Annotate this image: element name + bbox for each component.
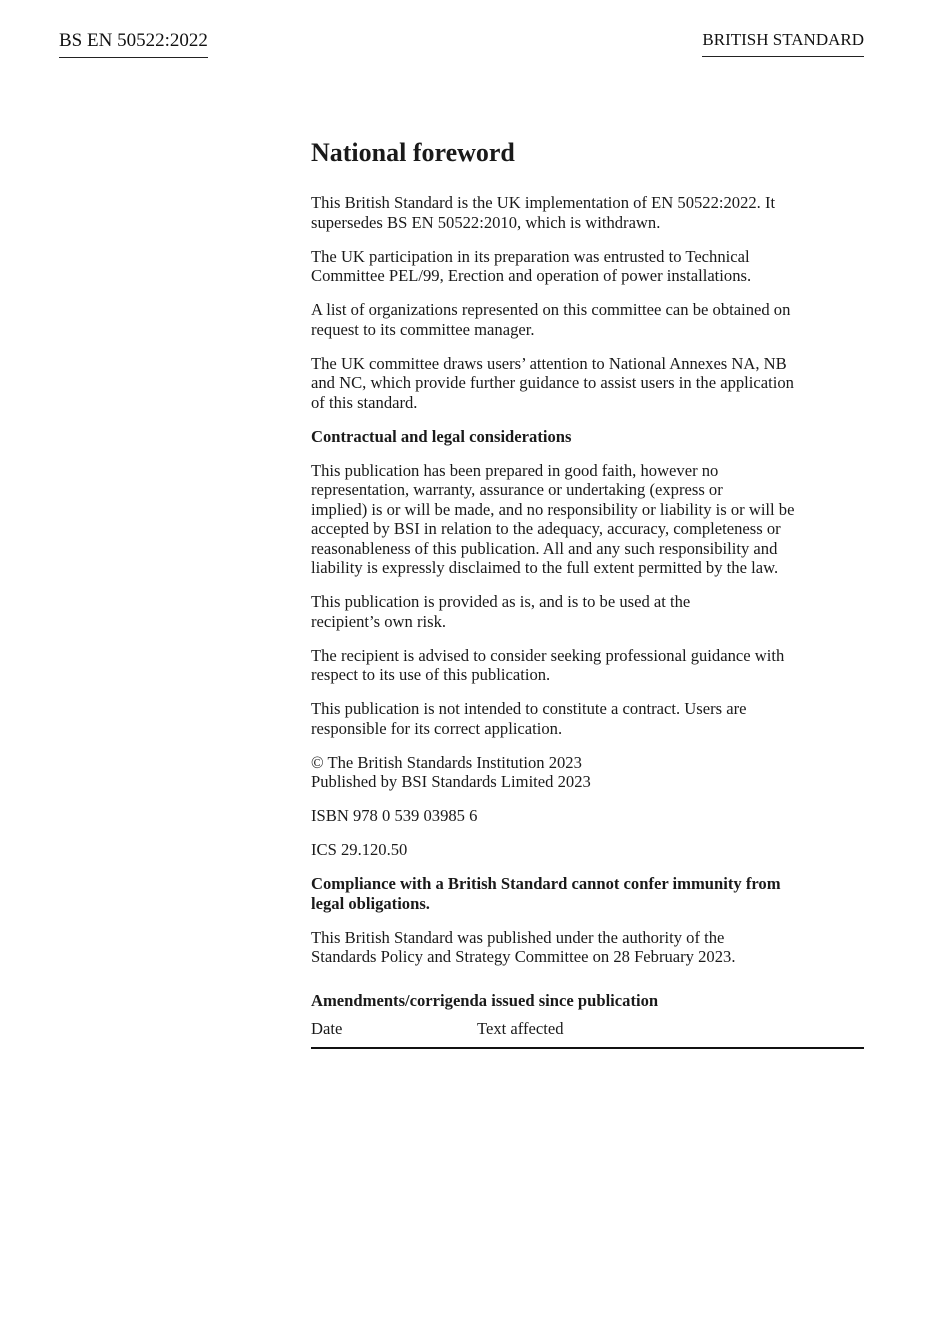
committee-paragraph [311,247,864,286]
document-type: BRITISH STANDARD [702,30,864,57]
text-line: This publication has been prepared in good faith, however no [311,460,719,480]
text-line: A list of organizations represented on this committee can be obtained on [311,300,791,319]
national-foreword [311,135,864,1049]
copyright-notice [311,753,864,792]
contract-paragraph [311,699,864,738]
text-line: supersedes BS EN 50522:2010, which is withdrawn. [311,212,661,232]
text-line: responsible for its correct application. [311,718,563,738]
table-header-row [311,1019,864,1048]
text-line: The UK participation in its preparation was entrusted to Technical [311,246,750,266]
text-line: recipient’s own risk. [311,611,447,631]
isbn: ISBN 978 0 539 03985 6 [311,806,478,825]
text-line: accepted by BSI in relation to the adequacy, accuracy, completeness or [311,519,781,538]
text-line: legal obligations. [311,893,430,913]
text-line: implied) is or will be made, and no responsibility or liability is or will be [311,499,795,519]
national-annexes-paragraph [311,354,864,413]
amendments-heading: Amendments/corrigenda issued since publication [311,990,659,1010]
text-line: This publication is provided as is, and is to be used at the [311,592,691,611]
column-header-date: Date [311,1019,477,1048]
publisher-line: Published by BSI Standards Limited 2023 [311,772,591,791]
text-line: respect to its use of this publication. [311,665,551,684]
document-number: BS EN 50522:2022 [59,30,208,58]
copyright-line: © The British Standards Institution 2023 [311,752,582,772]
amendments-table [311,1019,864,1049]
text-line: Committee PEL/99, Erection and operation of power installations. [311,266,752,285]
text-line: Standards Policy and Strategy Committee on 28 February 2023. [311,947,736,966]
implementation-paragraph [311,193,864,232]
text-line: of this standard. [311,392,418,412]
text-line: liability is expressly disclaimed to the full extent permitted by the law. [311,558,779,577]
guidance-paragraph [311,646,864,685]
ics-code: ICS 29.120.50 [311,840,408,859]
text-line: This British Standard was published under the authority of the [311,927,725,947]
good-faith-paragraph [311,461,864,578]
own-risk-paragraph [311,592,864,631]
text-line: This British Standard is the UK implementation of EN 50522:2022. It [311,193,776,212]
authority-paragraph [311,928,864,967]
text-line: representation, warranty, assurance or undertaking (express or [311,480,723,499]
text-line: The UK committee draws users’ attention to National Annexes NA, NB [311,353,787,373]
text-line: The recipient is advised to consider seeking professional guidance with [311,645,785,665]
legal-heading: Contractual and legal considerations [311,426,572,446]
compliance-notice [311,874,864,913]
text-line: and NC, which provide further guidance to assist users in the application [311,373,794,392]
text-line: Compliance with a British Standard cannot confer immunity from [311,874,781,893]
text-line: request to its committee manager. [311,319,535,339]
organizations-paragraph [311,300,864,339]
column-header-text-affected: Text affected [477,1019,864,1048]
text-line: This publication is not intended to constitute a contract. Users are [311,699,747,718]
page-title: National foreword [311,138,515,167]
text-line: reasonableness of this publication. All and any such responsibility and [311,538,778,558]
